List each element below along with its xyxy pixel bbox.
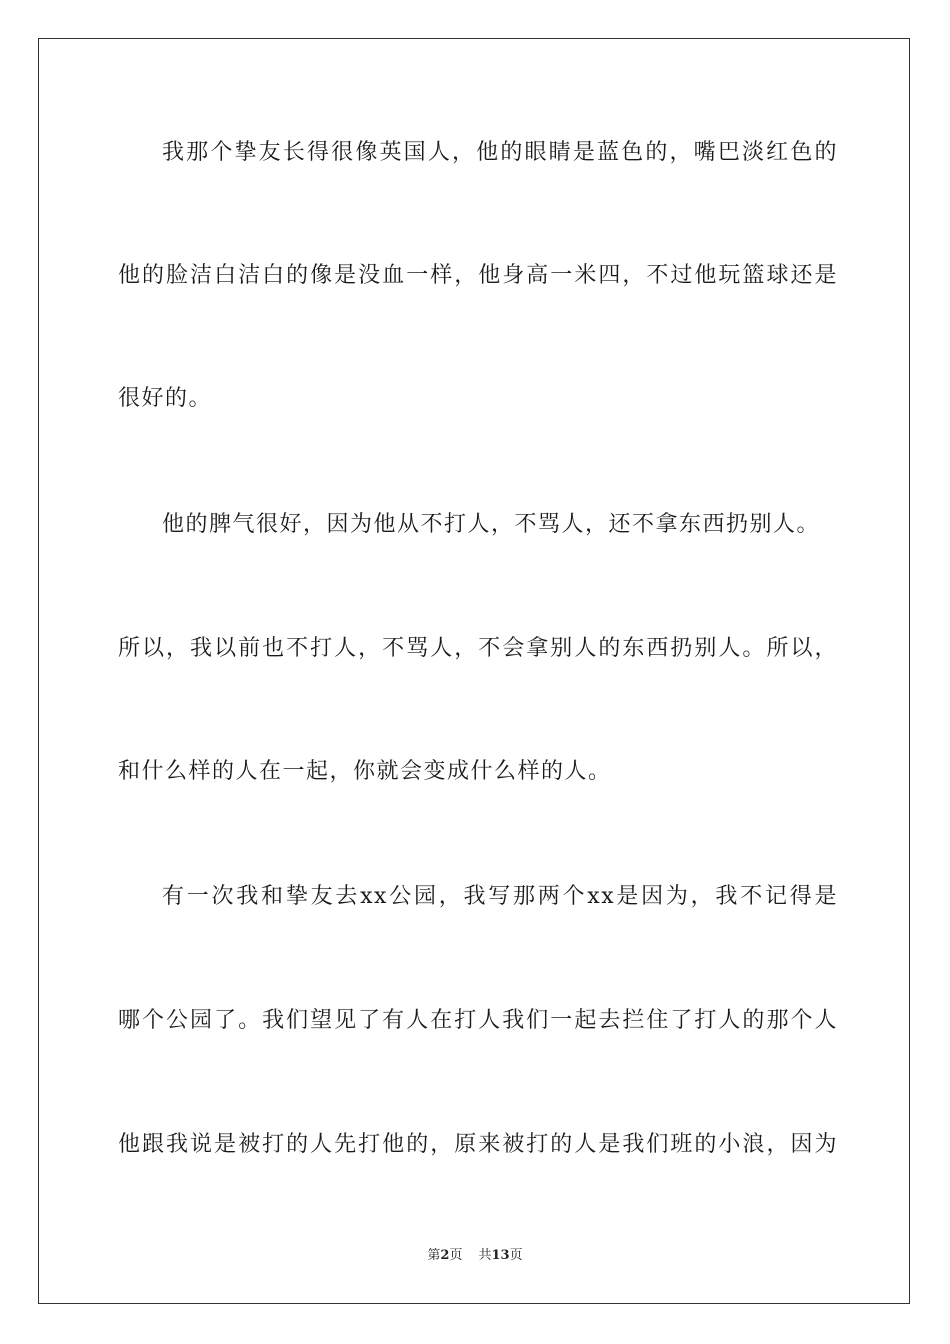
total-pages-indicator bbox=[478, 1248, 522, 1263]
total-suffix: 页 bbox=[509, 1248, 523, 1263]
paragraph-2-line-3: 和什么样的人在一起，你就会变成什么样的人。 bbox=[118, 759, 612, 784]
paragraph-2-line-1: 他的脾气很好，因为他从不打人，不骂人，还不拿东西扔别人。 bbox=[162, 512, 821, 537]
page-prefix: 第 bbox=[427, 1248, 441, 1263]
paragraph-1-line-2: 他的脸洁白洁白的像是没血一样，他身高一米四，不过他玩篮球还是 bbox=[118, 263, 838, 288]
page-indicator bbox=[427, 1248, 462, 1263]
page-border bbox=[38, 38, 910, 1304]
paragraph-2-line-2: 所以，我以前也不打人，不骂人，不会拿别人的东西扔别人。所以， bbox=[118, 636, 838, 661]
page-footer bbox=[0, 1247, 950, 1265]
page-suffix: 页 bbox=[449, 1248, 463, 1263]
page-number: 2 bbox=[440, 1248, 450, 1263]
paragraph-3-line-2: 哪个公园了。我们望见了有人在打人我们一起去拦住了打人的那个人 bbox=[118, 1008, 838, 1033]
paragraph-3-line-3: 他跟我说是被打的人先打他的，原来被打的人是我们班的小浪，因为 bbox=[118, 1132, 838, 1157]
total-prefix: 共 bbox=[478, 1248, 492, 1263]
total-pages: 13 bbox=[491, 1248, 510, 1263]
paragraph-3-line-1: 有一次我和挚友去xx公园，我写那两个xx是因为，我不记得是 bbox=[162, 884, 838, 909]
paragraph-1-line-1: 我那个挚友长得很像英国人，他的眼睛是蓝色的，嘴巴淡红色的 bbox=[162, 140, 838, 165]
paragraph-1-line-3: 很好的。 bbox=[118, 386, 213, 411]
